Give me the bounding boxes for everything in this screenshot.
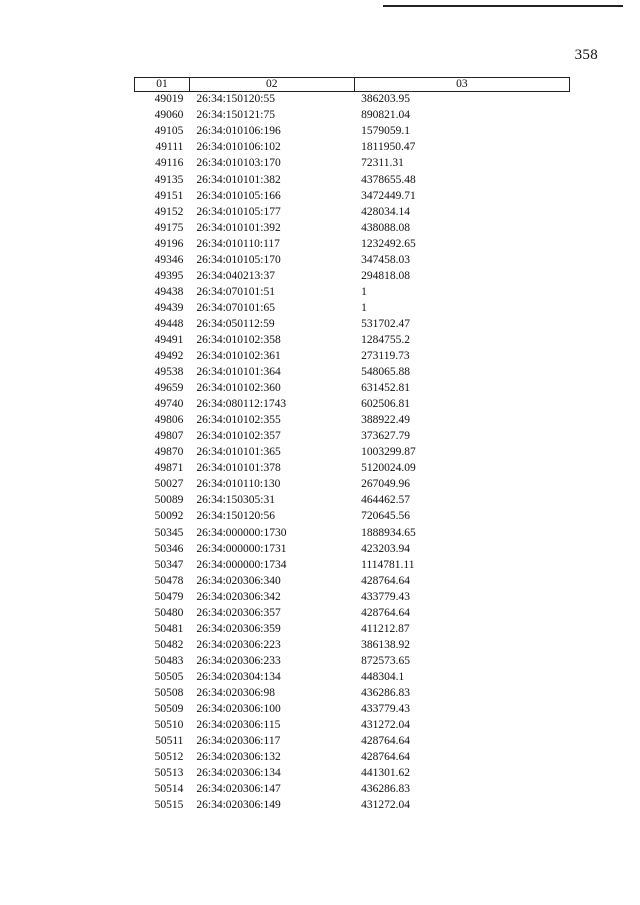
table-row: [135, 92, 570, 109]
cell-id: 50508: [154, 687, 184, 699]
cell-cadastral-number: 26:34:020306:149: [196, 799, 281, 812]
cell-value: 373627.79: [361, 430, 410, 443]
table-row: [135, 349, 570, 365]
cell-value: 438088.08: [361, 221, 410, 234]
table-row: [135, 445, 570, 461]
table-row: [135, 509, 570, 525]
cell-cadastral-number: 26:34:020306:132: [196, 751, 281, 764]
table-row: [135, 317, 570, 333]
cell-id: 49870: [154, 446, 184, 459]
table-row: [135, 333, 570, 349]
cell-id: 49395: [154, 269, 184, 282]
cell-id: 50478: [154, 574, 184, 587]
cell-cadastral-number: 26:34:070101:51: [196, 285, 275, 298]
cell-cadastral-number: 26:34:150120:56: [196, 510, 275, 523]
cell-cadastral-number: 26:34:010105:166: [196, 189, 281, 202]
cell-value: 1: [361, 301, 367, 314]
cell-cadastral-number: 26:34:020306:117: [196, 735, 281, 748]
cell-id: 49116: [155, 157, 184, 170]
top-rule: [383, 5, 623, 7]
cell-value: 602506.81: [361, 398, 410, 411]
table-row: [135, 573, 570, 589]
table-row: [135, 606, 570, 622]
cell-value: 464462.57: [361, 494, 410, 507]
table-row: [135, 782, 570, 798]
cell-id: 50092: [154, 510, 184, 523]
cell-cadastral-number: 26:34:020306:134: [196, 767, 281, 780]
cell-value: 433779.43: [361, 703, 410, 716]
cell-value: 388922.49: [361, 414, 410, 427]
cell-cadastral-number: 26:34:150121:75: [196, 109, 275, 122]
cell-value: 531702.47: [361, 317, 410, 330]
table-row: [135, 798, 570, 814]
cell-cadastral-number: 26:34:010106:196: [196, 125, 281, 138]
cell-id: 49019: [154, 93, 184, 106]
cell-cadastral-number: 26:34:010102:361: [196, 350, 281, 363]
cell-id: 50512: [154, 751, 184, 764]
table-row: [135, 381, 570, 397]
cell-cadastral-number: 26:34:010105:170: [196, 253, 281, 266]
table-row: [135, 124, 570, 140]
cell-id: 49448: [154, 317, 184, 330]
table-row: [135, 397, 570, 413]
cell-id: 49111: [155, 141, 184, 154]
cell-value: 1811950.47: [361, 141, 416, 154]
cell-cadastral-number: 26:34:010110:117: [196, 237, 280, 250]
table-row: [135, 654, 570, 670]
table-row: [135, 766, 570, 782]
cell-cadastral-number: 26:34:010101:364: [196, 366, 281, 379]
cell-cadastral-number: 26:34:010102:355: [196, 414, 281, 427]
table-row: [135, 702, 570, 718]
cell-id: 49492: [154, 350, 184, 363]
cell-cadastral-number: 26:34:020306:223: [196, 638, 281, 651]
table-row: [135, 525, 570, 541]
cell-cadastral-number: 26:34:070101:65: [196, 301, 275, 314]
cell-id: 49491: [154, 333, 184, 346]
cell-id: 49152: [154, 205, 184, 218]
cell-value: 631452.81: [361, 382, 410, 395]
cell-value: 3472449.71: [361, 189, 416, 202]
cell-value: 436286.83: [361, 783, 410, 796]
table-row: [135, 461, 570, 477]
cell-value: 890821.04: [361, 109, 410, 122]
cell-id: 49135: [154, 173, 184, 186]
table-row: [135, 589, 570, 605]
cell-value: 428764.64: [361, 574, 410, 587]
cell-id: 50479: [154, 590, 184, 603]
cell-cadastral-number: 26:34:010102:358: [196, 333, 281, 346]
table-row: [135, 718, 570, 734]
table-row: [135, 236, 570, 252]
table-row: [135, 541, 570, 557]
cell-id: 50483: [154, 654, 184, 667]
cell-id: 49807: [154, 430, 184, 443]
table-row: [135, 429, 570, 445]
cell-value: 431272.04: [361, 719, 410, 732]
cell-id: 49871: [154, 462, 184, 475]
table-row: [135, 750, 570, 766]
table-row: [135, 301, 570, 317]
cell-cadastral-number: 26:34:000000:1731: [196, 542, 287, 555]
table-row: [135, 156, 570, 172]
cell-id: 49175: [154, 221, 184, 234]
cell-cadastral-number: 26:34:150305:31: [196, 494, 275, 507]
cell-cadastral-number: 26:34:010103:170: [196, 157, 281, 170]
table-row: [135, 638, 570, 654]
table-row: [135, 204, 570, 220]
cell-cadastral-number: 26:34:020306:359: [196, 622, 281, 635]
cell-id: 50513: [154, 767, 184, 780]
table-row: [135, 269, 570, 285]
cell-value: 1888934.65: [361, 526, 416, 539]
cell-cadastral-number: 26:34:020306:115: [196, 719, 281, 732]
cell-value: 720645.56: [361, 510, 410, 523]
page-number: 358: [574, 47, 598, 63]
cell-value: 72311.31: [361, 157, 404, 170]
cell-value: 386138.92: [361, 638, 410, 651]
cell-cadastral-number: 26:34:020306:100: [196, 703, 281, 716]
cell-id: 50510: [154, 719, 184, 732]
cell-id: 50480: [154, 606, 184, 619]
cell-id: 50346: [154, 542, 184, 555]
cell-value: 436286.83: [361, 687, 410, 699]
column-header-01: 01: [135, 78, 190, 92]
table-row: [135, 108, 570, 124]
cell-id: 49151: [154, 189, 184, 202]
table-row: [135, 172, 570, 188]
table-row: [135, 493, 570, 509]
cell-value: 1114781.11: [361, 558, 415, 571]
cell-cadastral-number: 26:34:010101:392: [196, 221, 281, 234]
cell-cadastral-number: 26:34:000000:1730: [196, 526, 287, 539]
cell-id: 50509: [154, 703, 184, 716]
table-body: [135, 92, 570, 815]
cell-id: 50089: [154, 494, 184, 507]
cell-id: 49060: [154, 109, 184, 122]
cell-cadastral-number: 26:34:040213:37: [196, 269, 275, 282]
cell-cadastral-number: 26:34:010101:378: [196, 462, 281, 475]
cell-cadastral-number: 26:34:020304:134: [196, 670, 281, 683]
cell-value: 428034.14: [361, 205, 410, 218]
cell-value: 1: [361, 285, 367, 298]
cell-value: 5120024.09: [361, 462, 416, 475]
table-row: [135, 557, 570, 573]
table-row: [135, 477, 570, 493]
table-row: [135, 686, 570, 702]
cell-id: 50347: [154, 558, 184, 571]
cell-cadastral-number: 26:34:020306:357: [196, 606, 281, 619]
cell-value: 431272.04: [361, 799, 410, 812]
cell-id: 49196: [154, 237, 184, 250]
cell-value: 347458.03: [361, 253, 410, 266]
table-row: [135, 252, 570, 268]
cell-id: 49659: [154, 382, 184, 395]
cell-id: 50515: [154, 799, 184, 812]
cell-cadastral-number: 26:34:010106:102: [196, 141, 281, 154]
cell-id: 49806: [154, 414, 184, 427]
cell-value: 294818.08: [361, 269, 410, 282]
cell-id: 49346: [154, 253, 184, 266]
cell-cadastral-number: 26:34:020306:147: [196, 783, 281, 796]
cell-cadastral-number: 26:34:020306:342: [196, 590, 281, 603]
cell-value: 428764.64: [361, 735, 410, 748]
cell-cadastral-number: 26:34:000000:1734: [196, 558, 287, 571]
table-row: [135, 734, 570, 750]
column-header-02: 02: [189, 78, 354, 92]
cell-value: 441301.62: [361, 767, 410, 780]
cell-value: 267049.96: [361, 478, 410, 491]
table-row: [135, 670, 570, 686]
cell-id: 49740: [154, 398, 184, 411]
cell-id: 49438: [154, 285, 184, 298]
cell-value: 423203.94: [361, 542, 410, 555]
cell-cadastral-number: 26:34:010102:357: [196, 430, 281, 443]
cell-value: 1003299.87: [361, 446, 416, 459]
cell-cadastral-number: 26:34:050112:59: [196, 317, 275, 330]
cell-cadastral-number: 26:34:010101:382: [196, 173, 281, 186]
cell-id: 50482: [154, 638, 184, 651]
cell-value: 411212.87: [361, 622, 410, 635]
cell-value: 1579059.1: [361, 125, 410, 138]
cell-cadastral-number: 26:34:010102:360: [196, 382, 281, 395]
cell-cadastral-number: 26:34:020306:340: [196, 574, 281, 587]
table-row: [135, 413, 570, 429]
cell-id: 50481: [154, 622, 184, 635]
cell-value: 1284755.2: [361, 333, 410, 346]
table-row: [135, 140, 570, 156]
cell-cadastral-number: 26:34:080112:1743: [196, 398, 287, 411]
cell-cadastral-number: 26:34:020306:98: [196, 687, 275, 699]
table-header-row: [135, 78, 570, 92]
cell-id: 50505: [154, 670, 184, 683]
cell-value: 448304.1: [361, 670, 405, 683]
table-row: [135, 365, 570, 381]
cell-value: 428764.64: [361, 606, 410, 619]
cell-value: 1232492.65: [361, 237, 416, 250]
cell-id: 50345: [154, 526, 184, 539]
cell-cadastral-number: 26:34:150120:55: [196, 93, 275, 106]
cell-cadastral-number: 26:34:010110:130: [196, 478, 281, 491]
cell-id: 49105: [154, 125, 184, 138]
cell-value: 386203.95: [361, 93, 410, 106]
cell-value: 872573.65: [361, 654, 410, 667]
column-header-03: 03: [354, 78, 569, 92]
cell-id: 50514: [154, 783, 184, 796]
cell-id: 49538: [154, 366, 184, 379]
cell-cadastral-number: 26:34:010105:177: [196, 205, 281, 218]
table-row: [135, 622, 570, 638]
table-row: [135, 188, 570, 204]
cell-value: 433779.43: [361, 590, 410, 603]
cell-value: 548065.88: [361, 366, 410, 379]
cell-value: 273119.73: [361, 350, 410, 363]
cell-value: 428764.64: [361, 751, 410, 764]
cell-cadastral-number: 26:34:020306:233: [196, 654, 281, 667]
cell-id: 50511: [155, 735, 184, 748]
data-table: [134, 77, 570, 814]
cell-cadastral-number: 26:34:010101:365: [196, 446, 281, 459]
cell-id: 50027: [154, 478, 184, 491]
table-row: [135, 220, 570, 236]
cell-id: 49439: [154, 301, 184, 314]
cell-value: 4378655.48: [361, 173, 416, 186]
table-row: [135, 285, 570, 301]
